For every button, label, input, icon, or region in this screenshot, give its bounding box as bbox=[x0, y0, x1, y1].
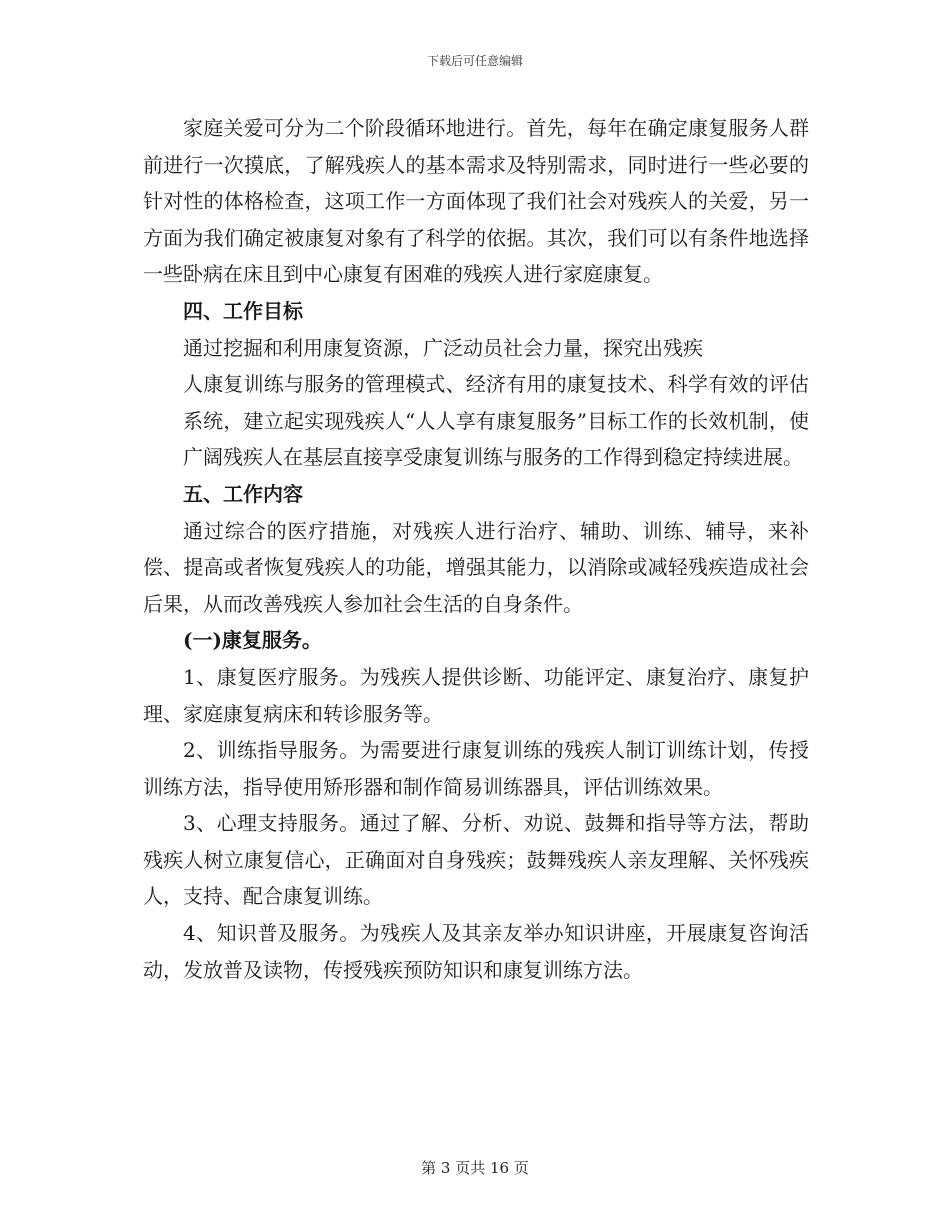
paragraph-content-intro: 通过综合的医疗措施，对残疾人进行治疗、辅助、训练、辅导，来补偿、提高或者恢复残疾人的功能，增强其能力，以消除或减轻残疾造成社会后果，从而改善残疾人参加社会生活的自身条件。 bbox=[143, 518, 809, 616]
page-header: 下载后可任意编辑 bbox=[426, 54, 523, 68]
list-item-knowledge-service: 4、知识普及服务。为残疾人及其亲友举办知识讲座，开展康复咨询活动，发放普及读物，传授残疾预防知识和康复训练方法。 bbox=[143, 921, 809, 982]
document-body bbox=[143, 110, 809, 988]
section-heading-content: 五、工作内容 bbox=[183, 481, 303, 506]
list-item-medical-service: 1、康复医疗服务。为残疾人提供诊断、功能评定、康复治疗、康复护理、家庭康复病床和转诊服务等。 bbox=[143, 664, 809, 726]
page-number: 第 3 页共 16 页 bbox=[421, 1159, 529, 1177]
paragraph-goals-continued: 人康复训练与服务的管理模式、经济有用的康复技术、科学有效的评估系统，建立起实现残疾人“人人享有康复服务”目标工作的长效机制，使广阔残疾人在基层直接享受康复训练与服务的工作得到稳定持续进展。 bbox=[183, 372, 809, 470]
paragraph-goals-line1: 通过挖掘和利用康复资源，广泛动员社会力量，探究出残疾 bbox=[183, 335, 703, 360]
list-item-training-service: 2、训练指导服务。为需要进行康复训练的残疾人制订训练计划，传授训练方法，指导使用矫形器和制作简易训练器具，评估训练效果。 bbox=[143, 738, 809, 799]
section-heading-goals: 四、工作目标 bbox=[183, 298, 303, 323]
subsection-heading-rehab-services: (一)康复服务。 bbox=[183, 628, 322, 653]
list-item-psych-support: 3、心理支持服务。通过了解、分析、劝说、鼓舞和指导等方法，帮助残疾人树立康复信心，正确面对自身残疾；鼓舞残疾人亲友理解、关怀残疾人，支持、配合康复训练。 bbox=[143, 811, 809, 909]
paragraph-family-care: 家庭关爱可分为二个阶段循环地进行。首先，每年在确定康复服务人群前进行一次摸底，了解残疾人的基本需求及特别需求，同时进行一些必要的针对性的体格检查，这项工作一方面体现了我们社会对残疾人的关爱，另一方面为我们确定被康复对象有了科学的依据。其次，我们可以有条件地选择一些卧病在床且到中心康复有困难的残疾人进行家庭康复。 bbox=[143, 116, 809, 287]
